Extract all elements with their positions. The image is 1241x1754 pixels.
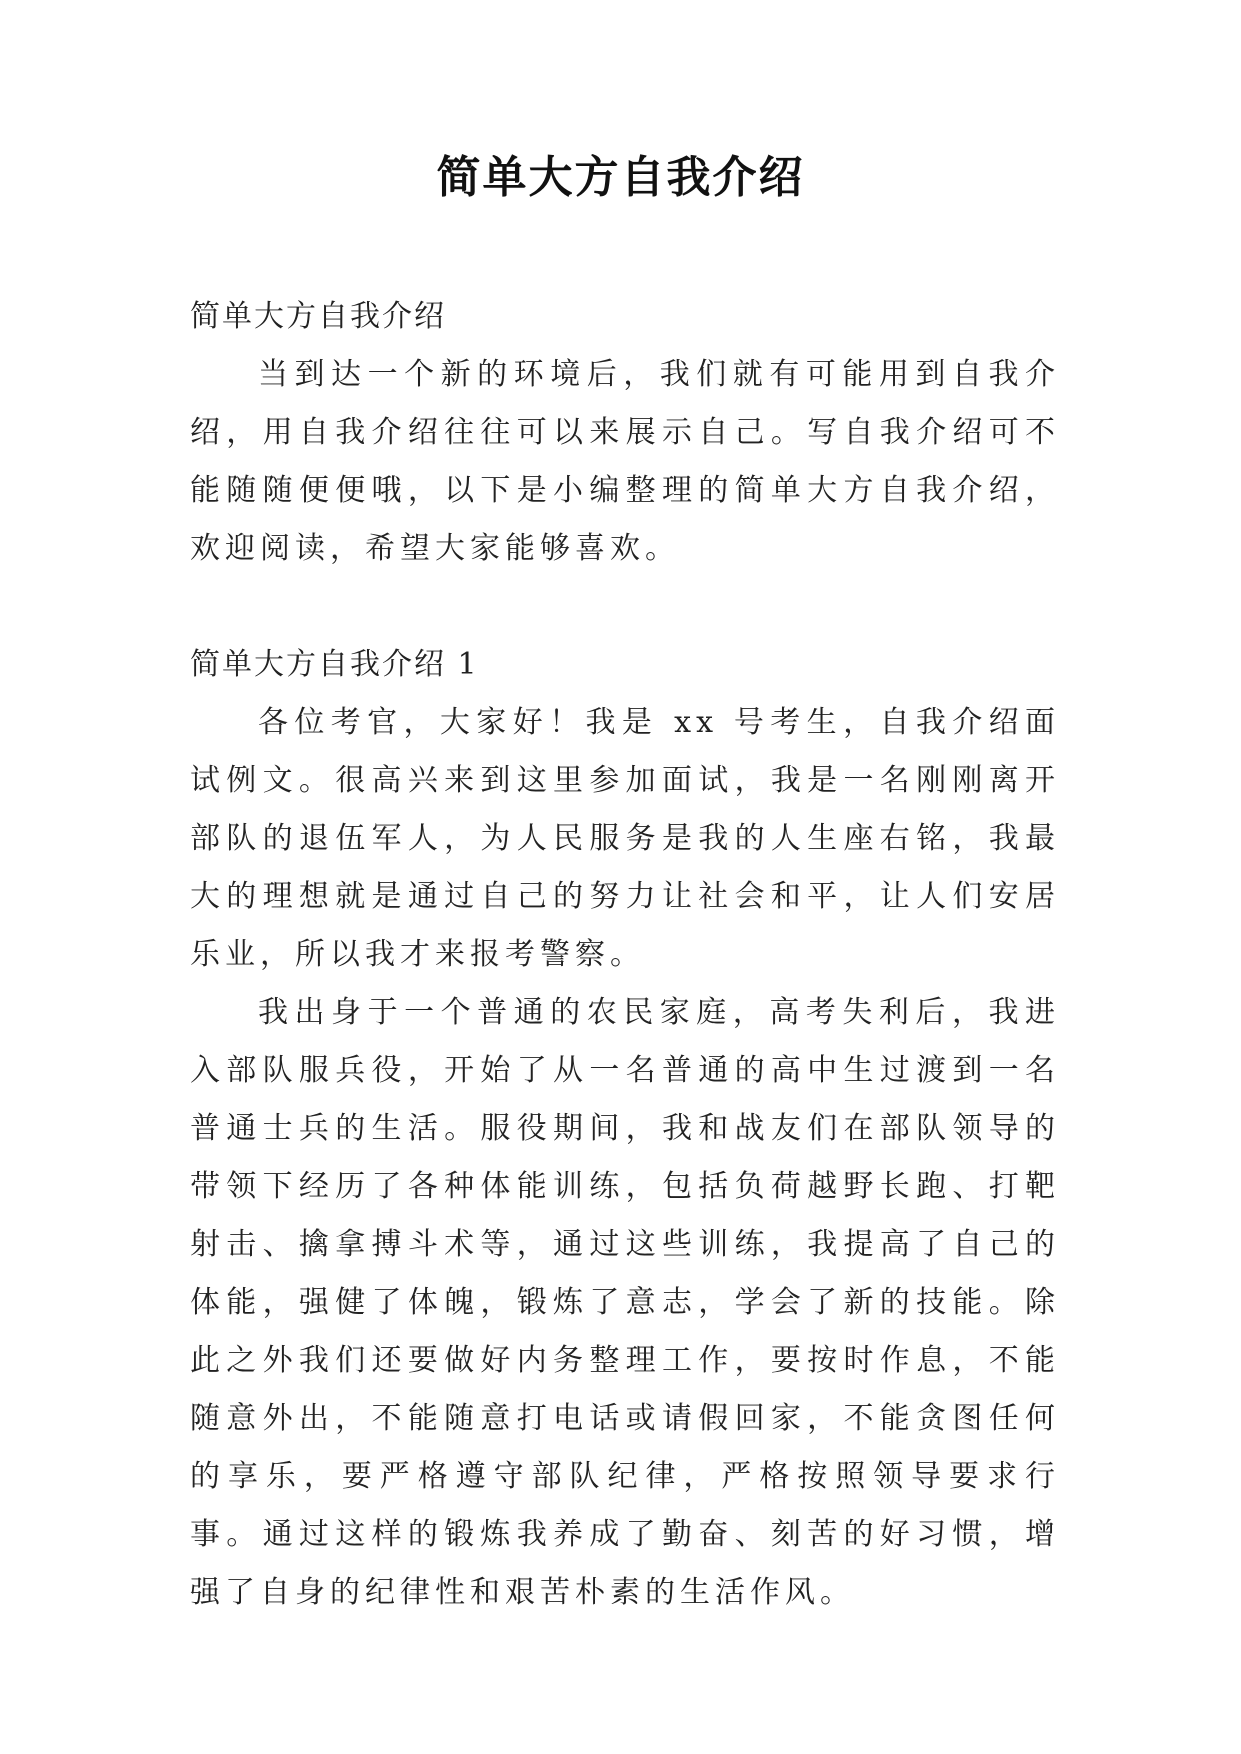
section-gap [190,578,1060,636]
document-body [190,288,1060,1622]
section1-paragraph-2: 我出身于一个普通的农民家庭，高考失利后，我进入部队服兵役，开始了从一名普通的高中生过渡到一名普通士兵的生活。服役期间，我和战友们在部队领导的带领下经历了各种体能训练，包括负荷越野长跑、打靶射击、擒拿搏斗术等，通过这些训练，我提高了自己的体能，强健了体魄，锻炼了意志，学会了新的技能。除此之外我们还要做好内务整理工作，要按时作息，不能随意外出，不能随意打电话或请假回家，不能贪图任何的享乐，要严格遵守部队纪律，严格按照领导要求行事。通过这样的锻炼我养成了勤奋、刻苦的好习惯，增强了自身的纪律性和艰苦朴素的生活作风。 [190,995,1060,1610]
intro-paragraph: 当到达一个新的环境后，我们就有可能用到自我介绍，用自我介绍往往可以来展示自己。写自我介绍可不能随随便便哦，以下是小编整理的简单大方自我介绍，欢迎阅读，希望大家能够喜欢。 [190,357,1060,566]
section1-heading: 简单大方自我介绍 1 [190,647,479,682]
intro-heading: 简单大方自我介绍 [190,299,446,334]
section1-paragraph-1: 各位考官，大家好！我是 xx 号考生，自我介绍面试例文。很高兴来到这里参加面试，我是一名刚刚离开部队的退伍军人，为人民服务是我的人生座右铭，我最大的理想就是通过自己的努力让社会和平，让人们安居乐业，所以我才来报考警察。 [190,705,1060,972]
document-title: 简单大方自我介绍 [436,152,805,203]
